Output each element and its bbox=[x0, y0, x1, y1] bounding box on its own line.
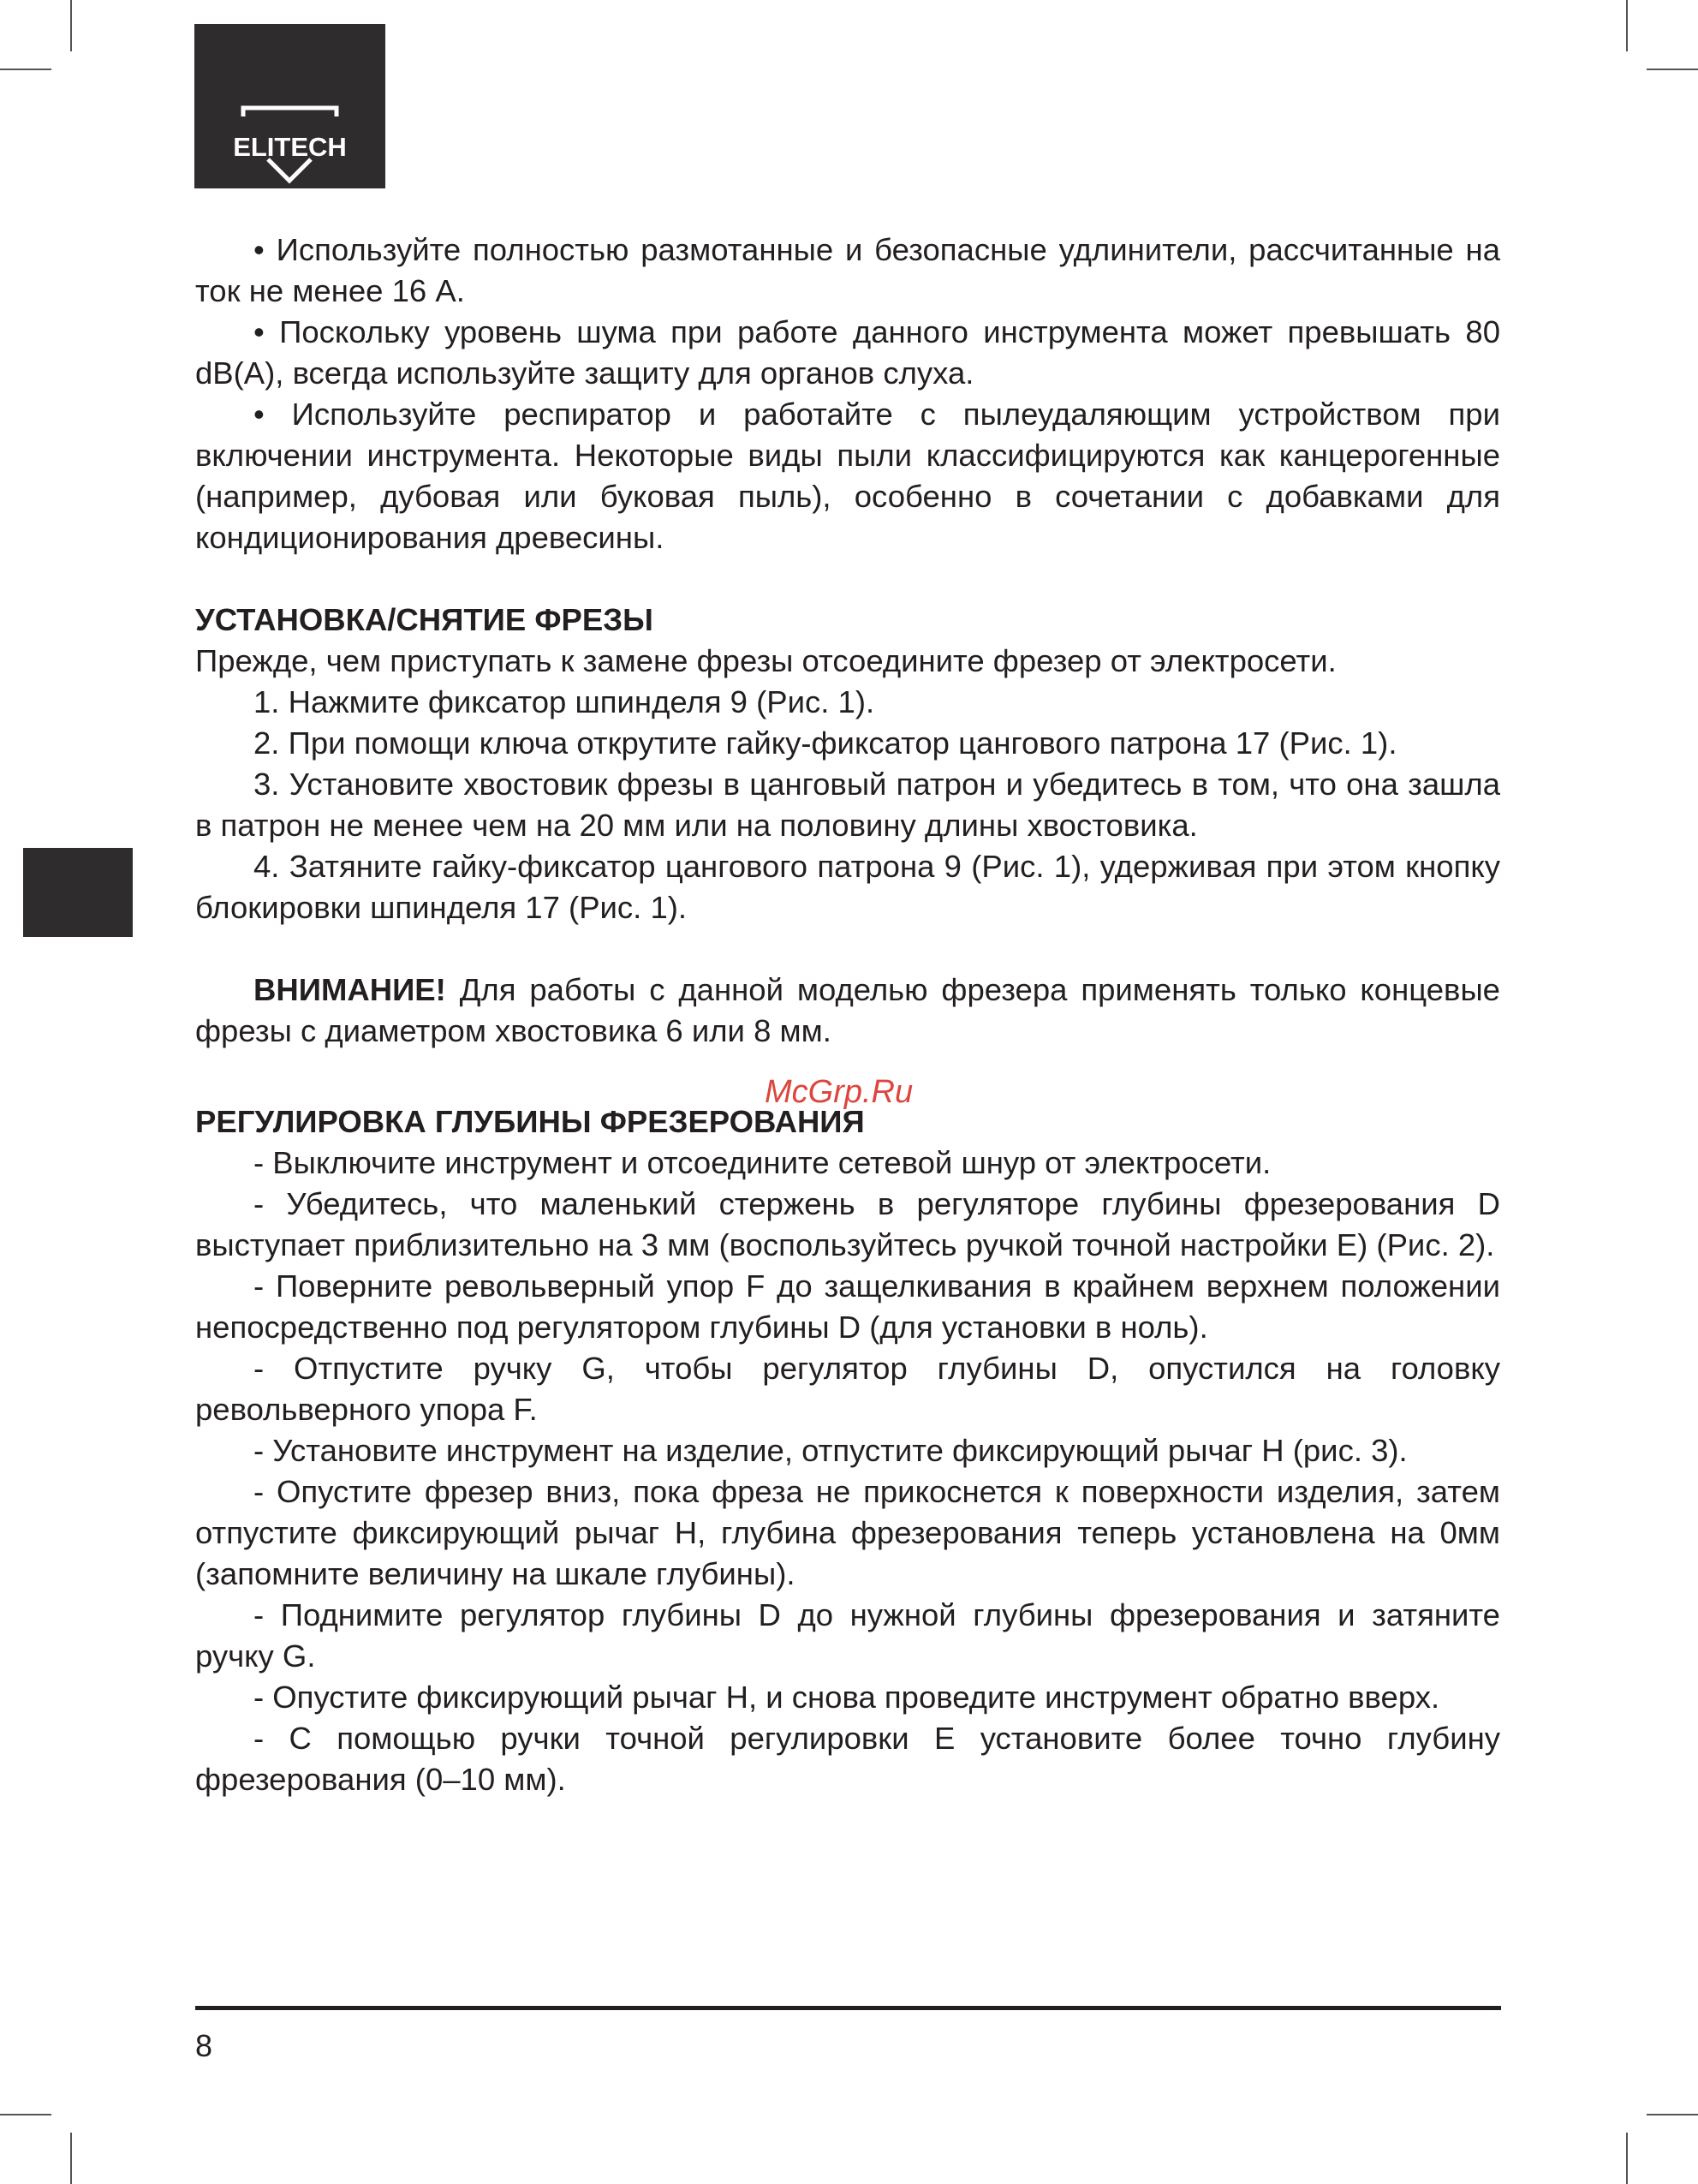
crop-mark bbox=[70, 2133, 72, 2184]
elitech-logo bbox=[194, 24, 385, 188]
logo-text: ELITECH bbox=[233, 132, 347, 162]
bullet-paragraph: • Поскольку уровень шума при работе данного инструмента может превышать 80 dB(A), всегда используйте защиту для органов слуха. bbox=[195, 314, 1500, 391]
crop-mark bbox=[1626, 2133, 1628, 2184]
section-heading-depth-adjust: РЕГУЛИРОВКА ГЛУБИНЫ ФРЕЗЕРОВАНИЯ bbox=[195, 1104, 865, 1139]
instruction-item: - Убедитесь, что маленький стержень в регуляторе глубины фрезерования D выступает приблизительно на 3 мм (воспользуйтесь ручкой точной настройки E) (Рис. 2). bbox=[195, 1186, 1500, 1262]
crop-mark bbox=[1626, 0, 1628, 51]
step-item: 1. Нажмите фиксатор шпинделя 9 (Рис. 1). bbox=[253, 684, 875, 719]
instruction-item: - Отпустите ручку G, чтобы регулятор глубины D, опустился на головку револьверного упора F. bbox=[195, 1351, 1500, 1427]
footer-divider bbox=[195, 2006, 1501, 2010]
instruction-item: - Опустите фрезер вниз, пока фреза не прикоснется к поверхности изделия, затем отпустите фиксирующий рычаг H, глубина фрезерования теперь установлена на 0мм (запомните величину на шкале глубины). bbox=[195, 1474, 1500, 1591]
chapter-tab bbox=[23, 848, 133, 937]
bullet-paragraph: • Используйте респиратор и работайте с пылеудаляющим устройством при включении инструмента. Некоторые виды пыли классифицируются как канцерогенные (например, дубовая или буковая пыль), особенно в сочетании с добавками для кондиционирования древесины. bbox=[195, 397, 1500, 555]
crop-mark bbox=[1647, 2114, 1698, 2115]
step-item: 2. При помощи ключа открутите гайку-фиксатор цангового патрона 17 (Рис. 1). bbox=[253, 725, 1397, 761]
warning-text: Для работы с данной моделью фрезера применять только концевые фрезы с диаметром хвостовика 6 или 8 мм. bbox=[195, 972, 1500, 1048]
section-heading-bit-install: УСТАНОВКА/СНЯТИЕ ФРЕЗЫ bbox=[195, 602, 653, 637]
section-intro: Прежде, чем приступать к замене фрезы отсоедините фрезер от электросети. bbox=[195, 643, 1337, 678]
page-number: 8 bbox=[195, 2028, 213, 2063]
instruction-item: - Поднимите регулятор глубины D до нужной глубины фрезерования и затяните ручку G. bbox=[195, 1597, 1500, 1674]
instruction-item: - Выключите инструмент и отсоедините сетевой шнур от электросети. bbox=[253, 1145, 1272, 1180]
crop-mark bbox=[0, 2114, 51, 2115]
instruction-item: - Установите инструмент на изделие, отпустите фиксирующий рычаг H (рис. 3). bbox=[253, 1433, 1408, 1468]
instruction-item: - Опустите фиксирующий рычаг H, и снова проведите инструмент обратно вверх. bbox=[253, 1680, 1440, 1715]
main-content bbox=[195, 230, 1500, 1800]
crop-mark bbox=[70, 0, 72, 51]
crop-mark bbox=[1647, 69, 1698, 70]
crop-mark bbox=[0, 69, 51, 70]
bullet-paragraph: • Используйте полностью размотанные и безопасные удлинители, рассчитанные на ток не менее 16 А. bbox=[195, 232, 1500, 308]
step-item: 3. Установите хвостовик фрезы в цанговый патрон и убедитесь в том, что она зашла в патрон не менее чем на 20 мм или на половину длины хвостовика. bbox=[195, 767, 1500, 843]
instruction-item: - Поверните револьверный упор F до защелкивания в крайнем верхнем положении непосредственно под регулятором глубины D (для установки в ноль). bbox=[195, 1268, 1500, 1345]
warning-label: ВНИМАНИЕ! bbox=[253, 972, 446, 1007]
watermark: McGrp.Ru bbox=[765, 1074, 914, 1110]
instruction-item: - С помощью ручки точной регулировки E установите более точно глубину фрезерования (0–10 мм). bbox=[195, 1721, 1500, 1797]
warning-paragraph bbox=[195, 970, 1500, 1052]
step-item: 4. Затяните гайку-фиксатор цангового патрона 9 (Рис. 1), удерживая при этом кнопку блокировки шпинделя 17 (Рис. 1). bbox=[195, 849, 1500, 925]
logo-triangle-icon bbox=[194, 24, 385, 188]
